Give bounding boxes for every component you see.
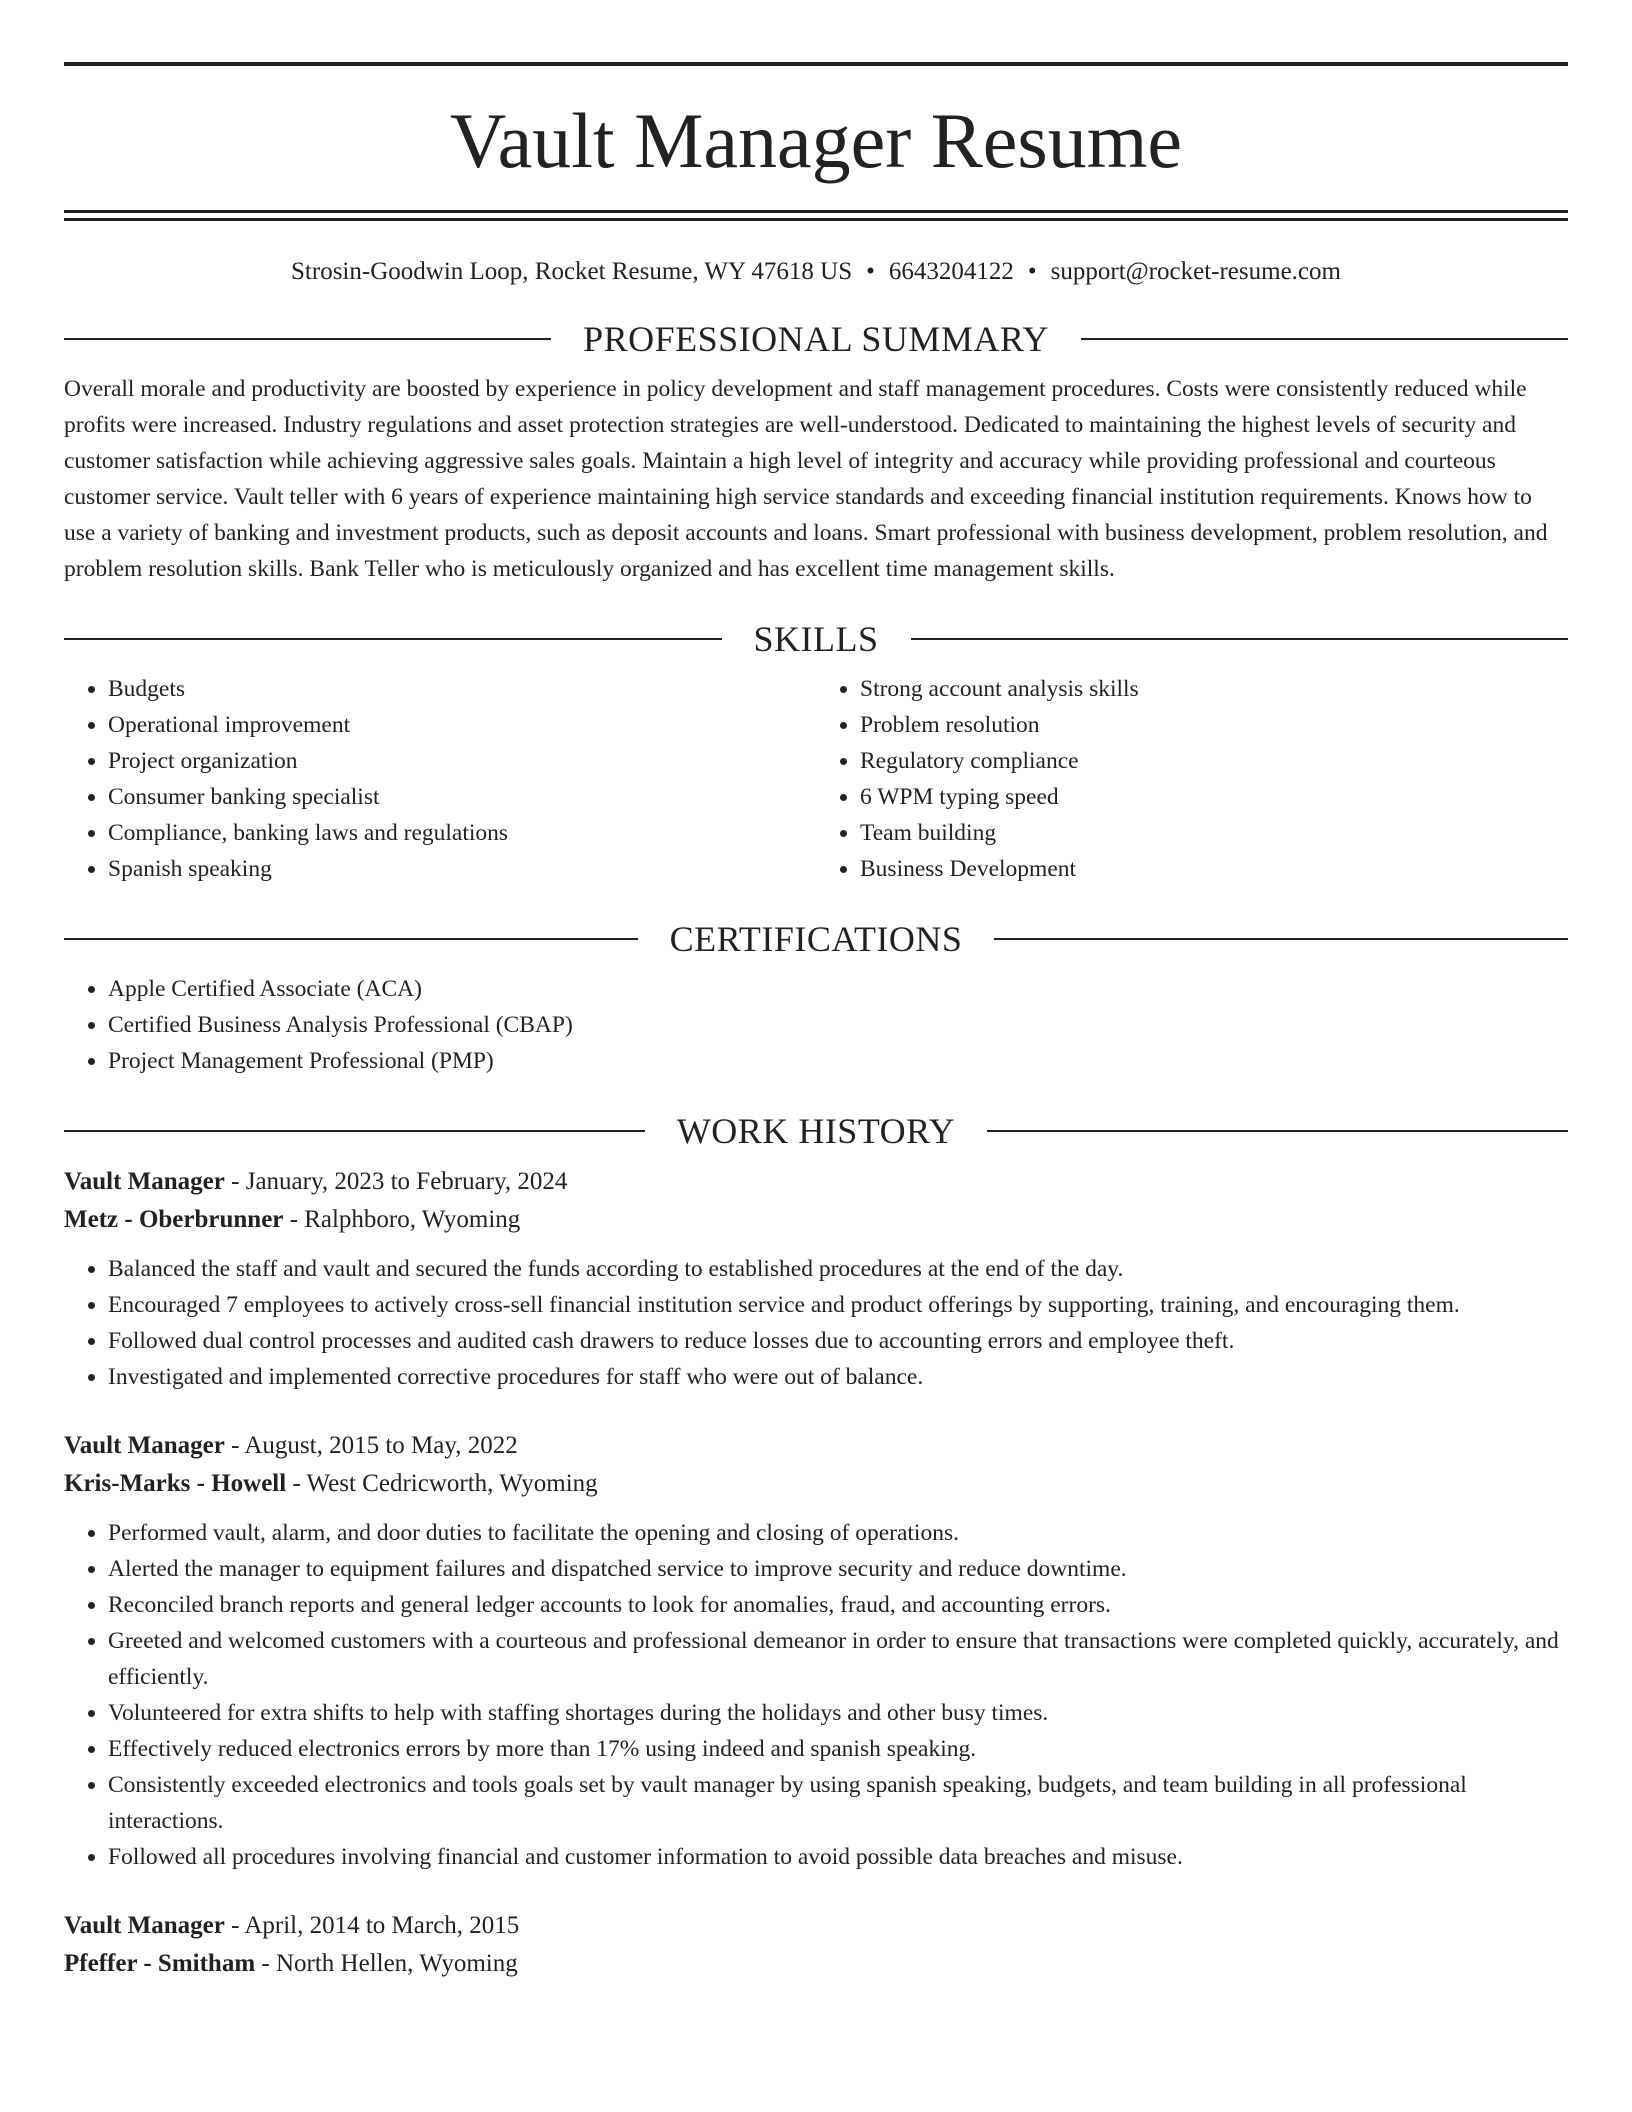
- job-title: Vault Manager: [64, 1912, 225, 1939]
- heading-rule-left: [64, 1130, 645, 1132]
- heading-rule-left: [64, 638, 722, 640]
- skills-list-left: [64, 671, 816, 887]
- job-entry: [64, 1907, 1568, 1983]
- job-bullet: • Reconciled branch reports and general ledger accounts to look for anomalies, fraud, and accounting errors.: [108, 1587, 1568, 1623]
- skill-item: • Consumer banking specialist: [108, 779, 816, 815]
- contact-separator: •: [866, 258, 875, 285]
- job-company-line: [64, 1945, 1568, 1983]
- job-bullet: • Followed all procedures involving financial and customer information to avoid possible data breaches and misuse.: [108, 1839, 1568, 1875]
- contact-phone: 6643204122: [888, 258, 1014, 285]
- job-title: Vault Manager: [64, 1432, 225, 1459]
- job-title-line: [64, 1427, 1568, 1465]
- job-bullets: [64, 1515, 1568, 1875]
- section-heading-work-history: [64, 1113, 1568, 1149]
- section-heading-certifications: [64, 921, 1568, 957]
- contact-email: support@rocket-resume.com: [1050, 258, 1341, 285]
- heading-rule-right: [1081, 338, 1568, 340]
- job-bullet: • Alerted the manager to equipment failures and dispatched service to improve security and reduce downtime.: [108, 1551, 1568, 1587]
- job-title-line: [64, 1163, 1568, 1201]
- certifications-list: [64, 971, 1568, 1079]
- job-bullet: • Balanced the staff and vault and secured the funds according to established procedures at the end of the day.: [108, 1251, 1568, 1287]
- skill-item: • Regulatory compliance: [860, 743, 1568, 779]
- skill-item: • Strong account analysis skills: [860, 671, 1568, 707]
- contact-address: Strosin-Goodwin Loop, Rocket Resume, WY 47618 US: [291, 258, 853, 285]
- job-bullet: • Encouraged 7 employees to actively cross-sell financial institution service and product offerings by supporting, training, and encouraging them.: [108, 1287, 1568, 1323]
- skill-item: • Operational improvement: [108, 707, 816, 743]
- job-location: - Ralphboro, Wyoming: [283, 1206, 521, 1233]
- heading-rule-left: [64, 938, 638, 940]
- job-company-line: [64, 1201, 1568, 1239]
- skills-grid: [64, 671, 1568, 887]
- heading-rule-right: [994, 938, 1568, 940]
- job-location: - North Hellen, Wyoming: [255, 1950, 518, 1977]
- section-title-skills: SKILLS: [753, 619, 879, 659]
- section-title-work-history: WORK HISTORY: [676, 1111, 956, 1151]
- certification-item: • Certified Business Analysis Professional (CBAP): [108, 1007, 1568, 1043]
- section-title-summary: PROFESSIONAL SUMMARY: [583, 319, 1049, 359]
- job-entry: [64, 1427, 1568, 1875]
- job-location: - West Cedricworth, Wyoming: [286, 1470, 598, 1497]
- heading-rule-left: [64, 338, 551, 340]
- skill-item: • 6 WPM typing speed: [860, 779, 1568, 815]
- skill-item: • Business Development: [860, 851, 1568, 887]
- section-heading-summary: [64, 321, 1568, 357]
- contact-separator: •: [1027, 258, 1037, 285]
- contact-line: [64, 257, 1568, 287]
- job-company: Kris-Marks - Howell: [64, 1470, 287, 1497]
- job-title: Vault Manager: [64, 1168, 225, 1195]
- skill-item: • Budgets: [108, 671, 816, 707]
- skill-item: • Problem resolution: [860, 707, 1568, 743]
- job-title-line: [64, 1907, 1568, 1945]
- job-bullets: [64, 1251, 1568, 1395]
- job-dates: - April, 2014 to March, 2015: [224, 1912, 520, 1939]
- resume-title: Vault Manager Resume: [449, 97, 1183, 184]
- job-dates: - August, 2015 to May, 2022: [224, 1432, 518, 1459]
- summary-text: Overall morale and productivity are boosted by experience in policy development and staff management procedures. Costs were consistently reduced while profits were increased. Industry regulations and asset protection strategies are well-understood. Dedicated to maintaining the highest levels of security and customer satisfaction while achieving aggressive sales goals. Maintain a high level of integrity and accuracy while providing professional and courteous customer service. Vault teller with 6 years of experience maintaining high service standards and exceeding financial institution requirements. Knows how to use a variety of banking and investment products, such as deposit accounts and loans. Smart professional with business development, problem resolution, and problem resolution skills. Bank Teller who is meticulously organized and has excellent time management skills.: [64, 376, 1548, 582]
- job-company-line: [64, 1465, 1568, 1503]
- job-company: Pfeffer - Smitham: [64, 1950, 256, 1977]
- section-title-certifications: CERTIFICATIONS: [669, 919, 963, 959]
- heading-rule-right: [987, 1130, 1568, 1132]
- header-top-rule: [64, 62, 1568, 66]
- skill-item: • Spanish speaking: [108, 851, 816, 887]
- job-entry: [64, 1163, 1568, 1395]
- heading-rule-right: [911, 638, 1569, 640]
- skill-item: • Compliance, banking laws and regulations: [108, 815, 816, 851]
- job-company: Metz - Oberbrunner: [64, 1206, 284, 1233]
- certification-item: • Apple Certified Associate (ACA): [108, 971, 1568, 1007]
- header-double-rule: [64, 210, 1568, 221]
- job-dates: - January, 2023 to February, 2024: [224, 1168, 568, 1195]
- job-bullet: • Greeted and welcomed customers with a courteous and professional demeanor in order to ensure that transactions were completed quickly, accurately, and efficiently.: [108, 1623, 1568, 1695]
- job-bullet: • Performed vault, alarm, and door duties to facilitate the opening and closing of operations.: [108, 1515, 1568, 1551]
- job-bullet: • Volunteered for extra shifts to help with staffing shortages during the holidays and other busy times.: [108, 1695, 1568, 1731]
- certification-item: • Project Management Professional (PMP): [108, 1043, 1568, 1079]
- job-bullet: • Consistently exceeded electronics and tools goals set by vault manager by using spanish speaking, budgets, and team building in all professional interactions.: [108, 1767, 1568, 1839]
- section-heading-skills: [64, 621, 1568, 657]
- skills-list-right: [816, 671, 1568, 887]
- job-bullet: • Investigated and implemented corrective procedures for staff who were out of balance.: [108, 1359, 1568, 1395]
- skill-item: • Team building: [860, 815, 1568, 851]
- job-bullet: • Effectively reduced electronics errors by more than 17% using indeed and spanish speaking.: [108, 1731, 1568, 1767]
- skill-item: • Project organization: [108, 743, 816, 779]
- job-bullet: • Followed dual control processes and audited cash drawers to reduce losses due to accounting errors and employee theft.: [108, 1323, 1568, 1359]
- resume-page: [64, 0, 1568, 1983]
